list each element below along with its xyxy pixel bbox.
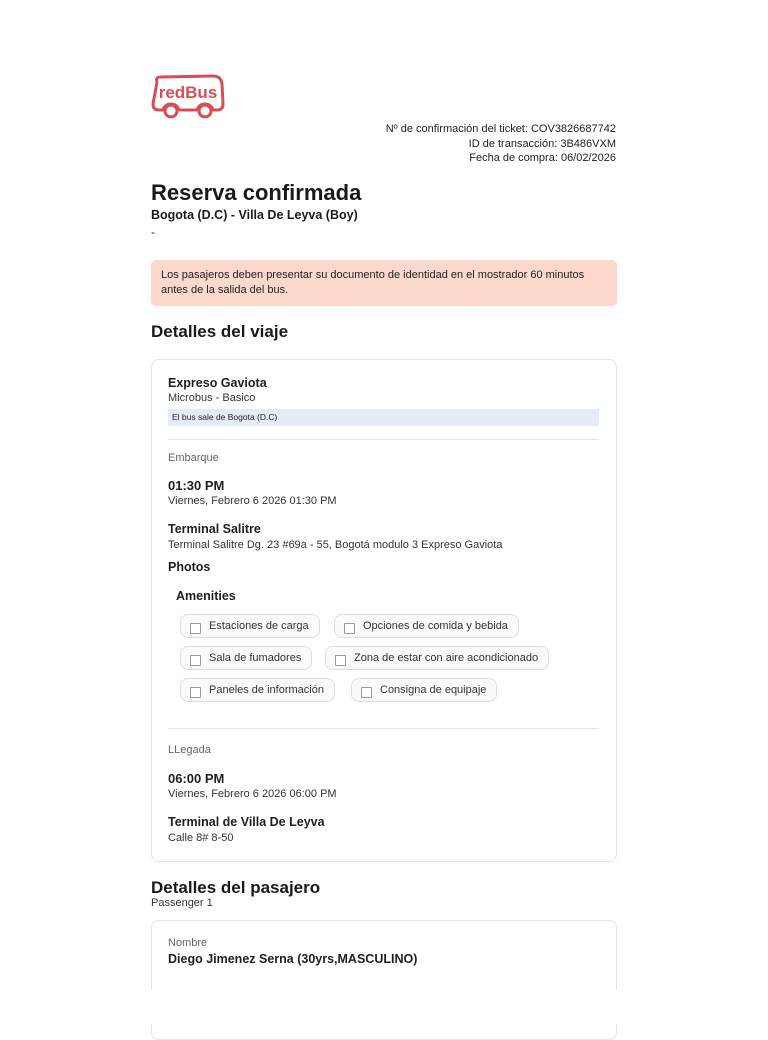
- amenity-label: Opciones de comida y bebida: [363, 620, 508, 632]
- amenity-label: Estaciones de carga: [209, 620, 309, 632]
- divider: [168, 439, 599, 440]
- passenger-name: Diego Jimenez Serna (30yrs,MASCULINO): [168, 952, 418, 966]
- checkbox-icon: [190, 687, 201, 698]
- logo-text: redBus: [158, 83, 218, 102]
- checkbox-icon: [361, 687, 372, 698]
- passenger-name-label: Nombre: [168, 937, 208, 949]
- ticket-meta: [386, 122, 616, 166]
- route-dash: -: [151, 225, 155, 239]
- photos-label: Photos: [168, 560, 211, 574]
- trip-details-card: [151, 359, 617, 862]
- amenity-chip: [180, 678, 335, 702]
- boarding-time: 01:30 PM: [168, 478, 225, 493]
- checkbox-icon: [190, 623, 201, 634]
- id-notice-banner: Los pasajeros deben presentar su documento de identidad en el mostrador 60 minutos antes de la salida del bus.: [151, 260, 617, 306]
- amenity-chip: [351, 678, 497, 702]
- transaction-id: ID de transacción: 3B486VXM: [468, 137, 616, 150]
- passenger-number: Passenger 1: [151, 897, 213, 909]
- trip-section-title: Detalles del viaje: [151, 322, 289, 341]
- redbus-logo: [151, 74, 225, 120]
- divider: [168, 728, 599, 729]
- arrival-address: Calle 8# 8-50: [168, 832, 234, 844]
- boarding-address: Terminal Salitre Dg. 23 #69a - 55, Bogotá modulo 3 Expreso Gaviota: [168, 539, 503, 551]
- amenity-chip: [334, 614, 519, 638]
- route-label: Bogota (D.C) - Villa De Leyva (Boy): [151, 208, 358, 222]
- bus-type: Microbus - Basico: [168, 392, 256, 404]
- arrival-time: 06:00 PM: [168, 771, 225, 786]
- amenity-label: Sala de fumadores: [209, 652, 302, 664]
- amenity-chip: [325, 646, 549, 670]
- boarding-label: Embarque: [168, 452, 219, 464]
- arrival-place: Terminal de Villa De Leyva: [168, 815, 325, 829]
- arrival-label: LLegada: [168, 744, 211, 756]
- arrival-date: Viernes, Febrero 6 2026 06:00 PM: [168, 788, 337, 800]
- page-bottom-margin: [0, 990, 768, 1024]
- boarding-place: Terminal Salitre: [168, 522, 261, 536]
- amenity-label: Paneles de información: [209, 684, 324, 696]
- ticket-confirmation-number: Nº de confirmación del ticket: COV3826687742: [385, 123, 616, 135]
- page-title: Reserva confirmada: [151, 180, 362, 205]
- checkbox-icon: [335, 655, 346, 666]
- operator-name: Expreso Gaviota: [168, 376, 267, 390]
- purchase-date: Fecha de compra: 06/02/2026: [469, 152, 616, 165]
- amenity-label: Consigna de equipaje: [380, 684, 487, 696]
- amenity-chip: [180, 646, 312, 670]
- checkbox-icon: [190, 655, 201, 666]
- checkbox-icon: [344, 623, 355, 634]
- departure-note: El bus sale de Bogota (D.C): [168, 409, 599, 426]
- amenities-title: Amenities: [176, 589, 236, 603]
- amenity-chip: [180, 614, 320, 638]
- amenity-label: Zona de estar con aire acondicionado: [354, 652, 539, 664]
- boarding-date: Viernes, Febrero 6 2026 01:30 PM: [168, 495, 337, 507]
- passenger-section-title: Detalles del pasajero: [151, 878, 321, 897]
